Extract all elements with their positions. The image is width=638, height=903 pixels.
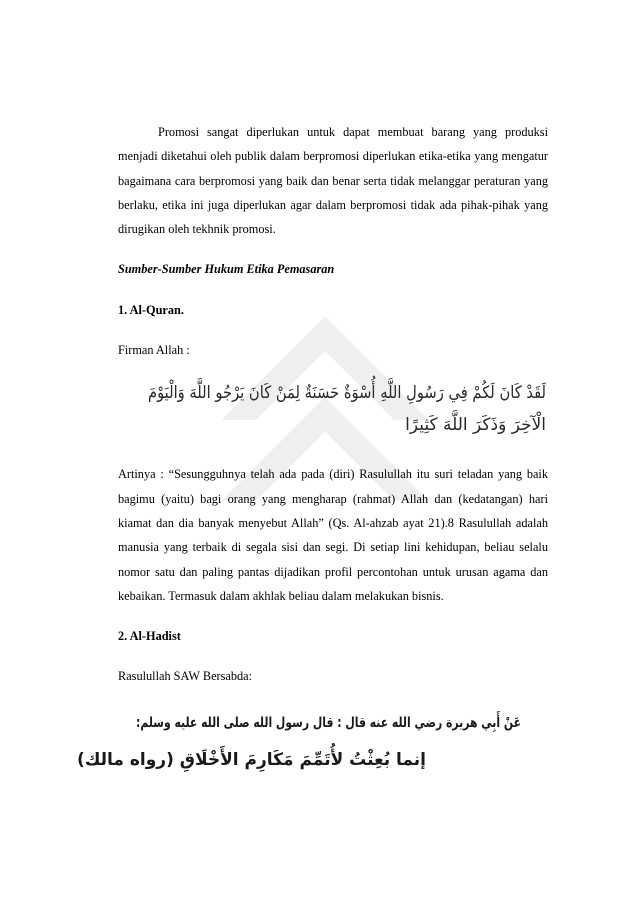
quran-arabic-line1: لَقَدْ كَانَ لَكُمْ فِي رَسُولِ اللَّهِ أُسْوَةٌ حَسَنَةٌ لِمَنْ كَانَ يَرْجُو اللَّهَ وَالْيَوْمَ — [148, 383, 609, 404]
intro-paragraph: Promosi sangat diperlukan untuk dapat membuat barang yang produksi menjadi diketahui oleh publik dalam berpromosi diperlukan etika-etika yang mengatur bagaimana cara berpromosi yang baik dan benar serta tidak melanggar peraturan yang berlaku, etika ini juga diperlukan agar dalam berpromosi tidak ada pihak-pihak yang dirugikan oleh tekhnik promosi. — [118, 125, 548, 237]
hadith-arabic-line2: إنما بُعِثْتُ لأُتَمِّمَ مَكَارِمَ الأَخْلَاقِ (رواه مالك) — [77, 749, 426, 770]
quran-verse-image — [144, 372, 609, 442]
hadith-text-image — [77, 699, 633, 779]
hadist-lead: Rasulullah SAW Bersabda: — [118, 669, 253, 684]
hadith-arabic-line1: عَنْ أَبِي هريرة رضي الله عنه قال : قال رسول الله صلى الله عليه وسلم: — [136, 714, 633, 731]
hadist-heading: 2. Al-Hadist — [118, 629, 181, 644]
quran-translation: Artinya : “Sesungguhnya telah ada pada (diri) Rasulullah itu suri teladan yang baik bagimu (yaitu) bagi orang yang mengharap (rahmat) Allah dan (kedatangan) hari kiamat dan dia banyak menyebut Allah” (Qs. Al-ahzab ayat 21).8 Rasulullah adalah manusia yang terbaik di segala sisi dan segi. Di setiap lini kehidupan, beliau selalu nomor satu dan paling pantas dijadikan profil percontohan untuk urusan agama dan kebaikan. Termasuk dalam akhlak beliau dalam melakukan bisnis. — [118, 467, 548, 603]
section-title: Sumber-Sumber Hukum Etika Pemasaran — [118, 262, 335, 277]
quran-heading: 1. Al-Quran. — [118, 302, 184, 317]
document-page — [77, 120, 633, 779]
quran-arabic-line2: الْآخِرَ وَذَكَرَ اللَّهَ كَثِيرًا — [405, 415, 546, 436]
quran-lead: Firman Allah : — [118, 343, 190, 358]
